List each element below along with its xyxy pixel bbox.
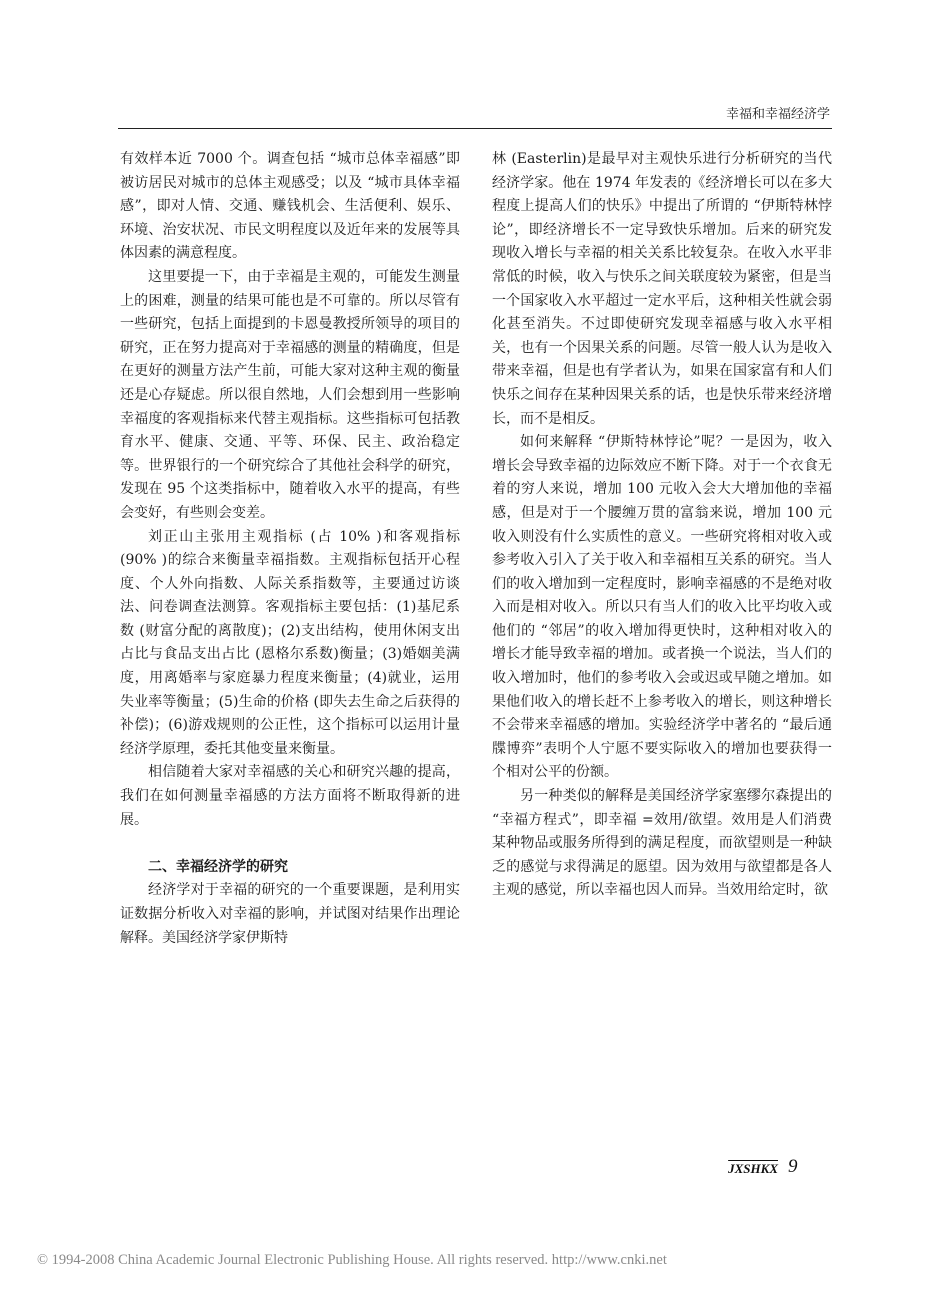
copyright-notice: © 1994-2008 China Academic Journal Electronic Publishing House. All rights reserved. http://www.cnki.net bbox=[37, 1252, 667, 1268]
running-header-title: 幸福和幸福经济学 bbox=[725, 107, 830, 122]
header-divider bbox=[118, 128, 832, 129]
right-paragraph-1: 林 (Easterlin)是最早对主观快乐进行分析研究的当代经济学家。他在 1974 年发表的《经济增长可以在多大程度上提高人们的快乐》中提出了所谓的 “伊斯特林悖论”，即经济增长不一定导致快乐增加。后来的研究发现收入增长与幸福的相关关系比较复杂。在收入水平非常低的时候，收入与快乐之间关联度较为紧密，但是当一个国家收入水平超过一定水平后，这种相关性就会弱化甚至消失。不过即使研究发现幸福感与收入水平相关，也有一个因果关系的问题。尽管一般人认为是收入带来幸福，但是也有学者认为，如果在国家富有和人们快乐之间存在某种因果关系的话，也是快乐带来经济增长，而不是相反。 bbox=[492, 151, 832, 427]
right-column bbox=[492, 148, 832, 903]
left-paragraph-5: 经济学对于幸福的研究的一个重要课题，是利用实证数据分析收入对幸福的影响，并试图对结果作出理论解释。美国经济学家伊斯特 bbox=[120, 882, 460, 946]
left-paragraph-2: 这里要提一下，由于幸福是主观的，可能发生测量上的困难，测量的结果可能也是不可靠的。所以尽管有一些研究，包括上面提到的卡恩曼教授所领导的项目的研究，正在努力提高对于幸福感的测量的精确度，但是在更好的测量方法产生前，可能大家对这种主观的衡量还是心存疑虑。所以很自然地，人们会想到用一些影响幸福度的客观指标来代替主观指标。这些指标可包括教育水平、健康、交通、平等、环保、民主、政治稳定等。世界银行的一个研究综合了其他社会科学的研究，发现在 95 个这类指标中，随着收入水平的提高，有些会变好，有些则会变差。 bbox=[120, 268, 460, 521]
left-column bbox=[120, 148, 460, 950]
right-paragraph-3: 另一种类似的解释是美国经济学家塞缪尔森提出的 “幸福方程式”，即幸福 =效用/欲望。效用是人们消费某种物品或服务所得到的满足程度，而欲望则是一种缺乏的感觉与求得满足的愿望。因为效用与欲望都是各人主观的感觉，所以幸福也因人而异。当效用给定时，欲 bbox=[492, 788, 832, 899]
section-heading: 二、幸福经济学的研究 bbox=[148, 858, 288, 875]
left-paragraph-1: 有效样本近 7000 个。调查包括 “城市总体幸福感”即被访居民对城市的总体主观感受；以及 “城市具体幸福感”，即对人情、交通、赚钱机会、生活便利、娱乐、环境、治安状况、市民文明程度以及近年来的发展等具体因素的满意程度。 bbox=[120, 151, 460, 262]
left-paragraph-3: 刘正山主张用主观指标 (占 10% )和客观指标 (90% )的综合来衡量幸福指数。主观指标包括开心程度、个人外向指数、人际关系指数等，主要通过访谈法、问卷调查法测算。客观指标主要包括：(1)基尼系数 (财富分配的离散度)；(2)支出结构，使用休闲支出占比与食品支出占比 (恩格尔系数)衡量；(3)婚姻美满度，用离婚率与家庭暴力程度来衡量；(4)就业，运用失业率等衡量；(5)生命的价格 (即失去生命之后获得的补偿)；(6)游戏规则的公正性，这个指标可以运用计量经济学原理，委托其他变量来衡量。 bbox=[120, 528, 460, 757]
journal-code: JXSHKX bbox=[728, 1161, 778, 1176]
right-paragraph-2: 如何来解释 “伊斯特林悖论”呢？一是因为，收入增长会导致幸福的边际效应不断下降。对于一个衣食无着的穷人来说，增加 100 元收入会大大增加他的幸福感，但是对于一个腰缠万贯的富翁来说，增加 100 元收入则没有什么实质性的意义。一些研究将相对收入或参考收入引入了关于收入和幸福相互关系的研究。当人们的收入增加到一定程度时，影响幸福感的不是绝对收入而是相对收入。所以只有当人们的收入比平均收入或他们的 “邻居”的收入增加得更快时，这种相对收入的增长才能导致幸福的增加。或者换一个说法，当人们的收入增加时，他们的参考收入会或迟或早随之增加。如果他们收入的增长赶不上参考收入的增长，则这种增长不会带来幸福感的增加。实验经济学中著名的 “最后通牒博弈”表明个人宁愿不要实际收入的增加也要获得一个相对公平的份额。 bbox=[492, 434, 832, 781]
section-spacer bbox=[120, 832, 460, 856]
page-number: 9 bbox=[788, 1156, 798, 1177]
left-paragraph-4: 相信随着大家对幸福感的关心和研究兴趣的提高，我们在如何测量幸福感的方法方面将不断取得新的进展。 bbox=[120, 764, 460, 828]
